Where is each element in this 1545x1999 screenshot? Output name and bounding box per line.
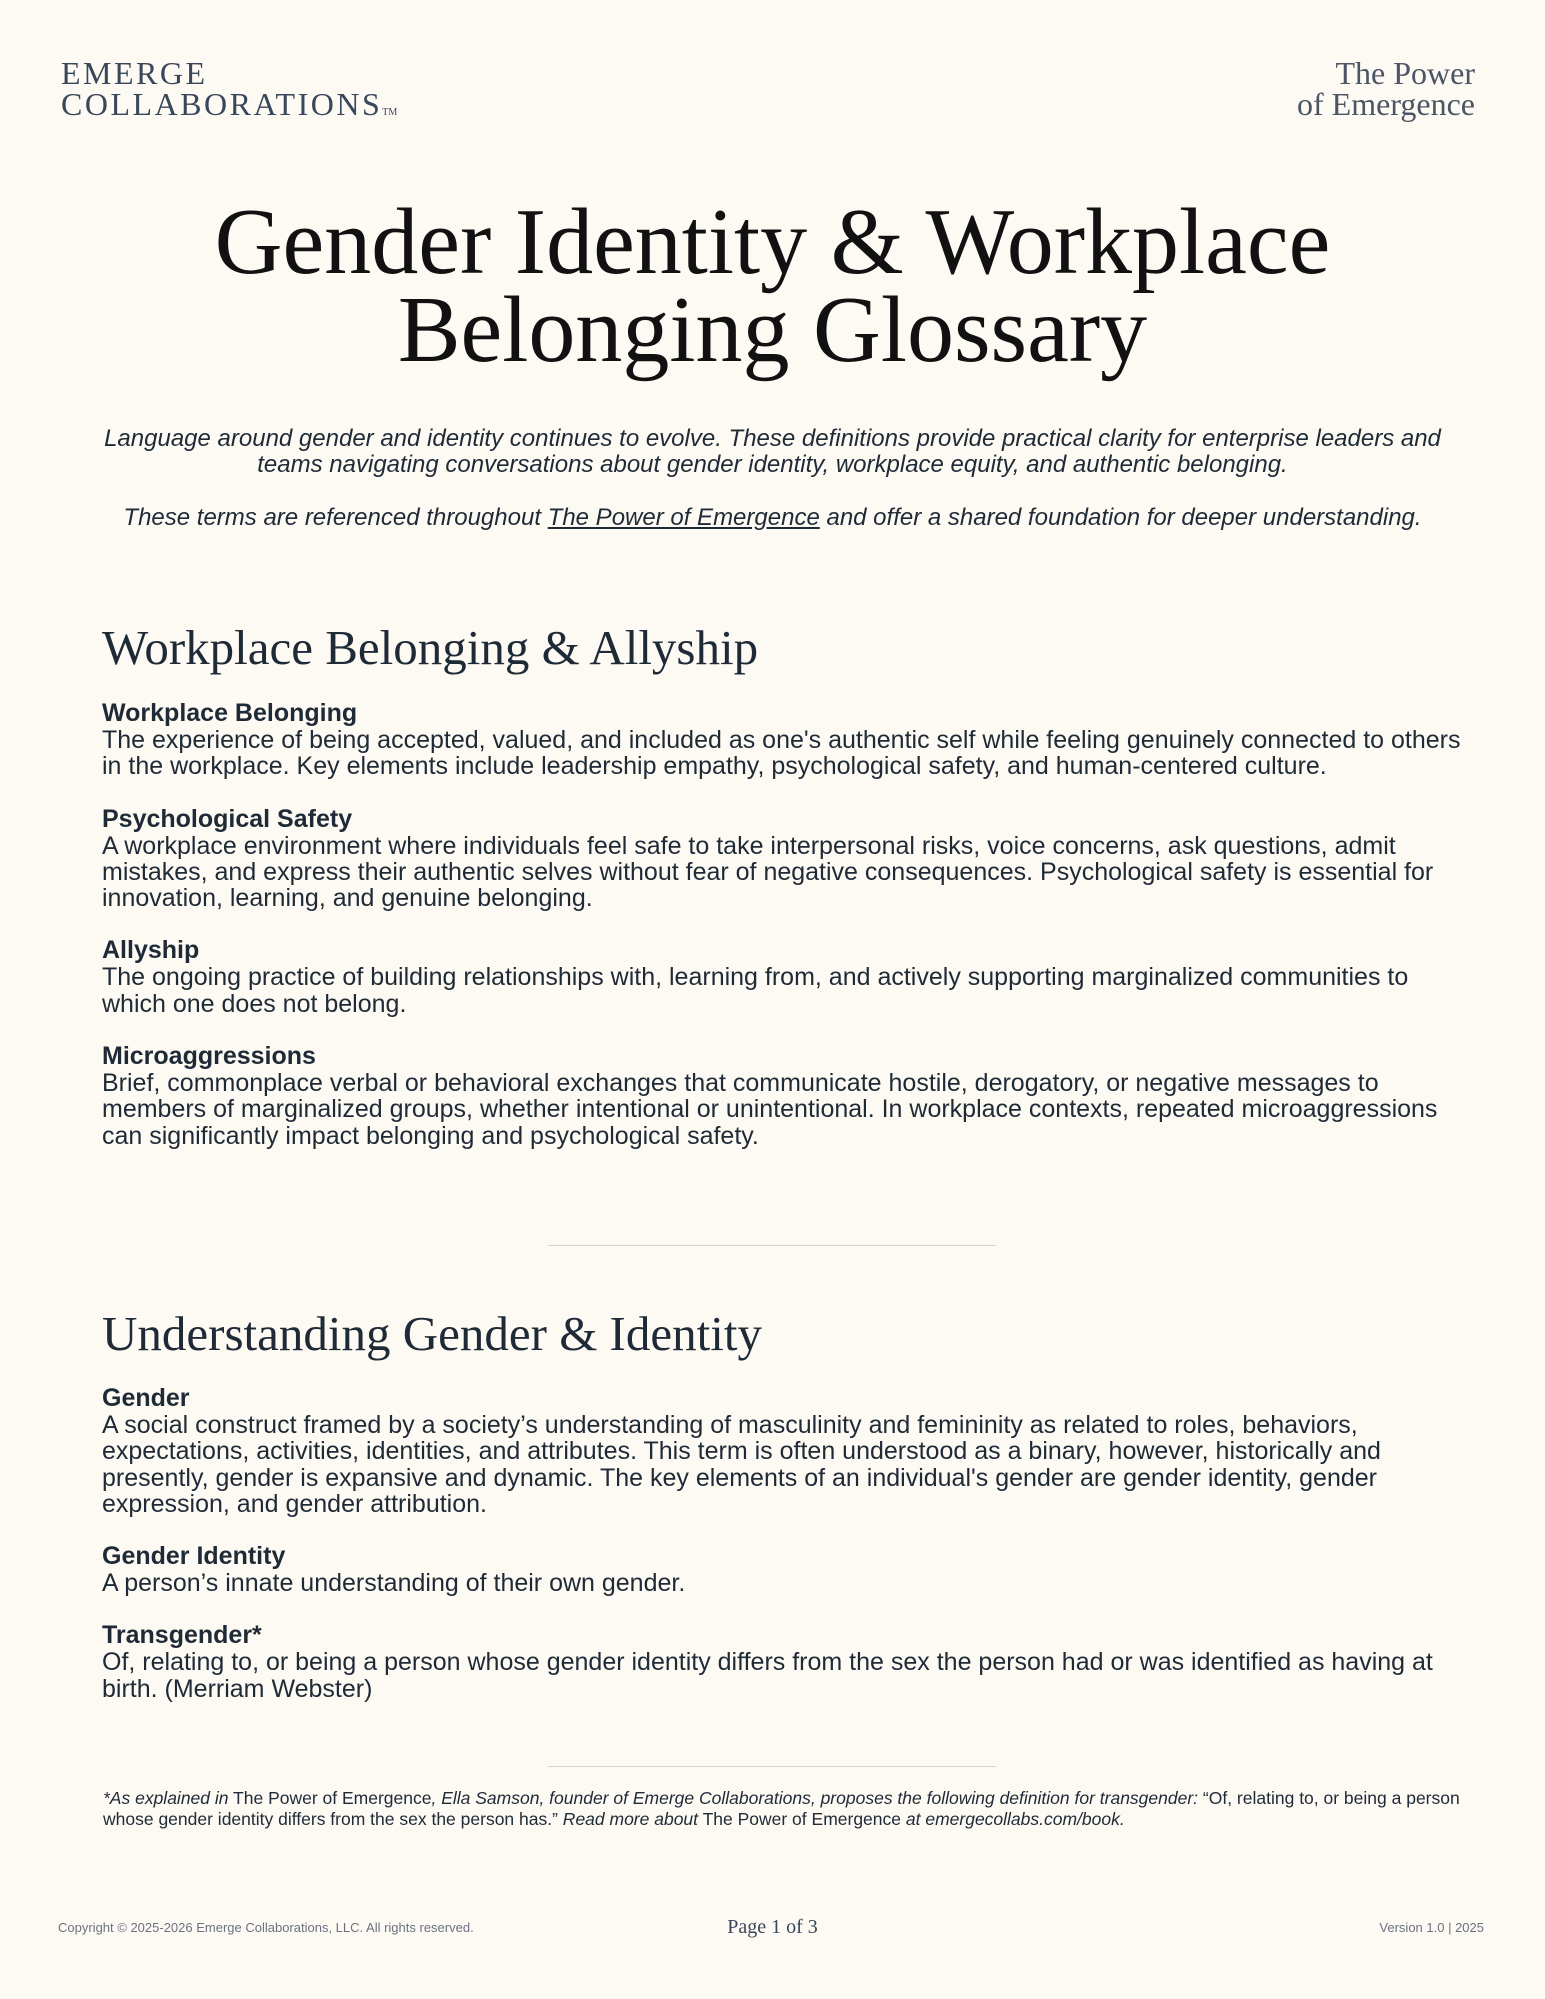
term-definition: Of, relating to, or being a person whose gender identity differs from the sex the person had or was identified as having at birth. (Merriam Webster) xyxy=(102,1648,1433,1703)
intro-text-after: and offer a shared foundation for deeper understanding. xyxy=(819,504,1422,531)
page-title xyxy=(0,190,1545,382)
title-line-1: Gender Identity & Workplace xyxy=(214,190,1331,294)
footnote xyxy=(103,1788,1463,1830)
term-name: Gender xyxy=(102,1384,190,1412)
glossary-term xyxy=(102,1543,1462,1596)
term-name: Psychological Safety xyxy=(102,804,353,833)
logo-line-2: COLLABORATIONS xyxy=(61,86,383,122)
glossary-section-gender xyxy=(102,1385,1462,1728)
intro-reference-paragraph xyxy=(90,505,1455,531)
trademark-mark: TM xyxy=(382,107,398,118)
term-definition: Brief, commonplace verbal or behavioral exchanges that communicate hostile, derogatory, or negative messages to members of marginalized groups, whether intentional or unintentional. In workplace contexts, repeated microaggressions can significantly impact belonging and psychological safety. xyxy=(102,1069,1438,1150)
term-definition: A social construct framed by a society’s understanding of masculinity and femininity as related to roles, behaviors, expectations, activities, identities, and attributes. This term is often understood as a binary, however, historically and presently, gender is expansive and dynamic. The key elements of an individual's gender are gender identity, gender expression, and gender attribution. xyxy=(102,1411,1381,1518)
footnote-url: at emergecollabs.com/book. xyxy=(901,1809,1125,1829)
footnote-part: *As explained in xyxy=(103,1788,229,1808)
tagline-line-2: of Emergence xyxy=(1297,86,1475,122)
book-tagline xyxy=(1297,55,1475,122)
term-definition: The experience of being accepted, valued, and included as one's authentic self while feeling genuinely connected to others in the workplace. Key elements include leadership empathy, psychological safety, and human-centered culture. xyxy=(102,726,1461,781)
page-number: Page 1 of 3 xyxy=(727,1916,818,1938)
footnote-quote: “Of, relating to, or being a person whose gender identity differs from the sex the person has.” xyxy=(103,1788,1460,1829)
footnote-book-title: The Power of Emergence xyxy=(698,1809,902,1829)
glossary-term xyxy=(102,1385,1462,1517)
footnote-book-title: The Power of Emergence xyxy=(228,1788,432,1808)
glossary-term xyxy=(102,700,1462,780)
glossary-term xyxy=(102,937,1462,1017)
term-definition: A workplace environment where individuals feel safe to take interpersonal risks, voice concerns, ask questions, admit mistakes, and express their authentic selves without fear of negative consequences. Psychological safety is essential for innovation, learning, and genuine belonging. xyxy=(102,831,1434,913)
glossary-term xyxy=(102,806,1462,912)
term-name: Allyship xyxy=(102,936,200,965)
footnote-part: , Ella Samson, founder of Emerge Collaborations, proposes the following definition for transgender: xyxy=(431,1788,1199,1808)
footnote-divider xyxy=(548,1766,996,1767)
tagline-line-1: The Power xyxy=(1335,55,1475,91)
term-definition: A person’s innate understanding of their own gender. xyxy=(102,1569,686,1598)
intro-paragraph: Language around gender and identity continues to evolve. These definitions provide practical clarity for enterprise leaders and teams navigating conversations about gender identity, workplace equity, and authentic belonging. xyxy=(104,425,1441,478)
glossary-term xyxy=(102,1043,1462,1149)
term-name: Microaggressions xyxy=(102,1042,316,1071)
glossary-section-belonging xyxy=(102,700,1462,1175)
copyright-notice: Copyright © 2025-2026 Emerge Collaborations, LLC. All rights reserved. xyxy=(58,1920,474,1935)
version-label: Version 1.0 | 2025 xyxy=(1379,1920,1484,1935)
company-logo xyxy=(61,55,398,128)
section-heading-gender: Understanding Gender & Identity xyxy=(102,1306,762,1361)
book-link[interactable]: The Power of Emergence xyxy=(547,504,820,531)
term-name: Gender Identity xyxy=(102,1542,286,1571)
term-definition: The ongoing practice of building relationships with, learning from, and actively supporting marginalized communities to which one does not belong. xyxy=(102,963,1409,1018)
intro-text-before: These terms are referenced throughout xyxy=(123,504,548,531)
section-heading-belonging: Workplace Belonging & Allyship xyxy=(102,620,759,675)
glossary-term xyxy=(102,1622,1462,1702)
section-divider xyxy=(548,1245,996,1246)
term-name: Workplace Belonging xyxy=(102,699,358,727)
title-line-2: Belonging Glossary xyxy=(397,278,1148,382)
term-name: Transgender* xyxy=(102,1621,262,1650)
footnote-part: Read more about xyxy=(557,1809,699,1829)
logo-line-1: EMERGE xyxy=(61,55,208,91)
